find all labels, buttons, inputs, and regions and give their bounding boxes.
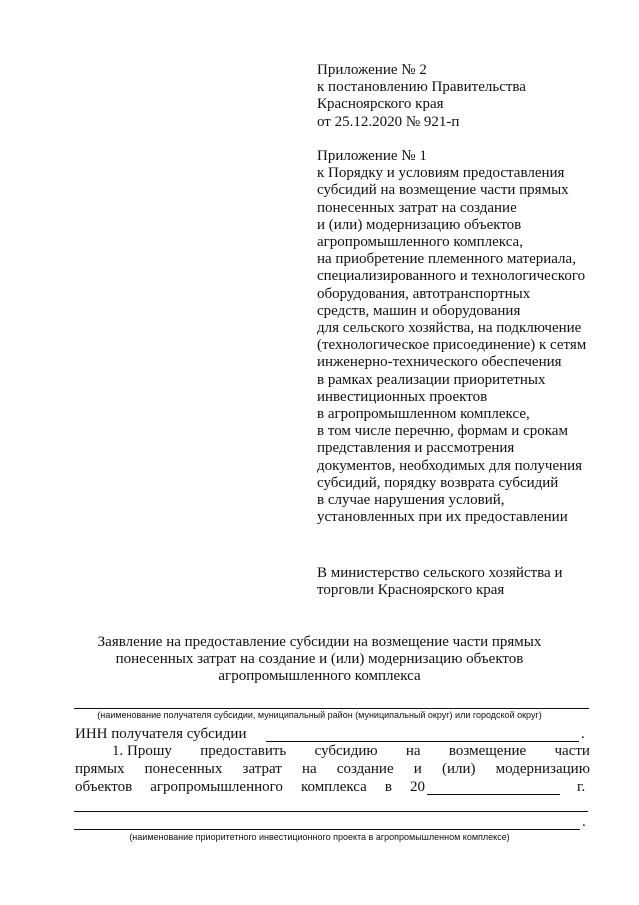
request-line-3 [75,779,425,796]
request-word: в [384,779,392,795]
appendix-1-line: в агропромышленном комплексе, [317,406,530,423]
request-word: субсидию [314,743,378,759]
appendix-1-line: инженерно-технического обеспечения [317,354,562,371]
appendix-1-line: субсидий, порядку возврата субсидий [317,474,559,491]
inn-period: . [581,726,585,742]
project-caption: (наименование приоритетного инвестиционного проекта в агропромышленном комплексе) [129,832,510,842]
appendix-1-line: для сельского хозяйства, на подключение [317,320,582,337]
recipient-caption: (наименование получателя субсидии, муниципальный район (муниципальный округ) или городской округ) [97,710,542,720]
appendix-1-line: на приобретение племенного материала, [317,251,576,268]
year-suffix: г. [577,779,586,795]
request-word: понесенных [144,761,223,777]
appendix-1-line: и (или) модернизацию объектов [317,216,522,233]
project-name-field-2[interactable] [74,829,580,830]
document-title [0,634,639,685]
appendix-1-line: Приложение № 1 [317,148,427,164]
appendix-1-line: (технологическое присоединение) к сетям [317,337,587,354]
request-word: на [301,761,317,777]
request-line-2 [75,761,590,778]
appendix-1-line: в рамках реализации приоритетных [317,371,546,388]
request-word: на [405,743,421,759]
project-period: . [582,814,586,830]
request-word: прямых [75,761,125,777]
request-word: части [554,743,590,759]
request-word: создание [336,761,394,777]
appendix-2-line: к постановлению Правительства [317,79,526,96]
appendix-1-line: агропромышленного комплекса, [317,234,523,251]
request-word: агропромышленного [150,779,283,795]
request-word: объектов [75,779,133,795]
appendix-2-line: Приложение № 2 [317,62,427,78]
appendix-1-line: оборудования, автотранспортных [317,285,531,302]
request-word: комплекса [300,779,367,795]
request-word: (или) [441,761,476,777]
request-word: возмещение [448,743,527,759]
title-line: Заявление на предоставление субсидии на возмещение части прямых [97,634,542,650]
appendix-1-line: в случае нарушения условий, [317,492,505,509]
addressee-line: В министерство сельского хозяйства и [317,565,563,581]
appendix-2-line: от 25.12.2020 № 921-п [317,113,460,130]
appendix-1-line: документов, необходимых для получения [317,457,583,474]
appendix-1-heading [317,148,586,526]
appendix-1-line: специализированного и технологического [317,268,586,285]
request-word: затрат [242,761,282,777]
year-field[interactable] [427,794,560,795]
addressee-line: торговли Красноярского края [317,582,505,599]
appendix-1-line: в том числе перечню, формам и срокам [317,423,568,440]
appendix-1-line: установленных при их предоставлении [317,509,568,526]
request-word: 20 [409,779,425,795]
appendix-1-line: инвестиционных проектов [317,388,488,405]
appendix-1-line: субсидий на возмещение части прямых [317,182,569,199]
request-word: модернизацию [495,761,590,777]
appendix-2-line: Красноярского края [317,96,444,113]
request-line-1 [112,743,590,760]
appendix-1-line: понесенных затрат на создание [317,199,517,216]
title-line: агропромышленного комплекса [218,668,421,684]
title-line: понесенных затрат на создание и (или) модернизацию объектов [115,651,524,667]
appendix-1-line: к Порядку и условиям предоставления [317,165,565,182]
appendix-1-line: представления и рассмотрения [317,440,515,457]
appendix-1-line: средств, машин и оборудования [317,302,521,319]
appendix-2-heading [317,62,526,131]
request-word: и [413,761,422,777]
recipient-name-field[interactable] [74,708,589,709]
inn-field[interactable] [266,741,579,742]
request-word: 1. Прошу [112,743,172,759]
request-word: предоставить [200,743,287,759]
addressee [317,565,563,599]
project-name-field-1[interactable] [74,811,588,812]
inn-label: ИНН получателя субсидии [75,726,247,742]
